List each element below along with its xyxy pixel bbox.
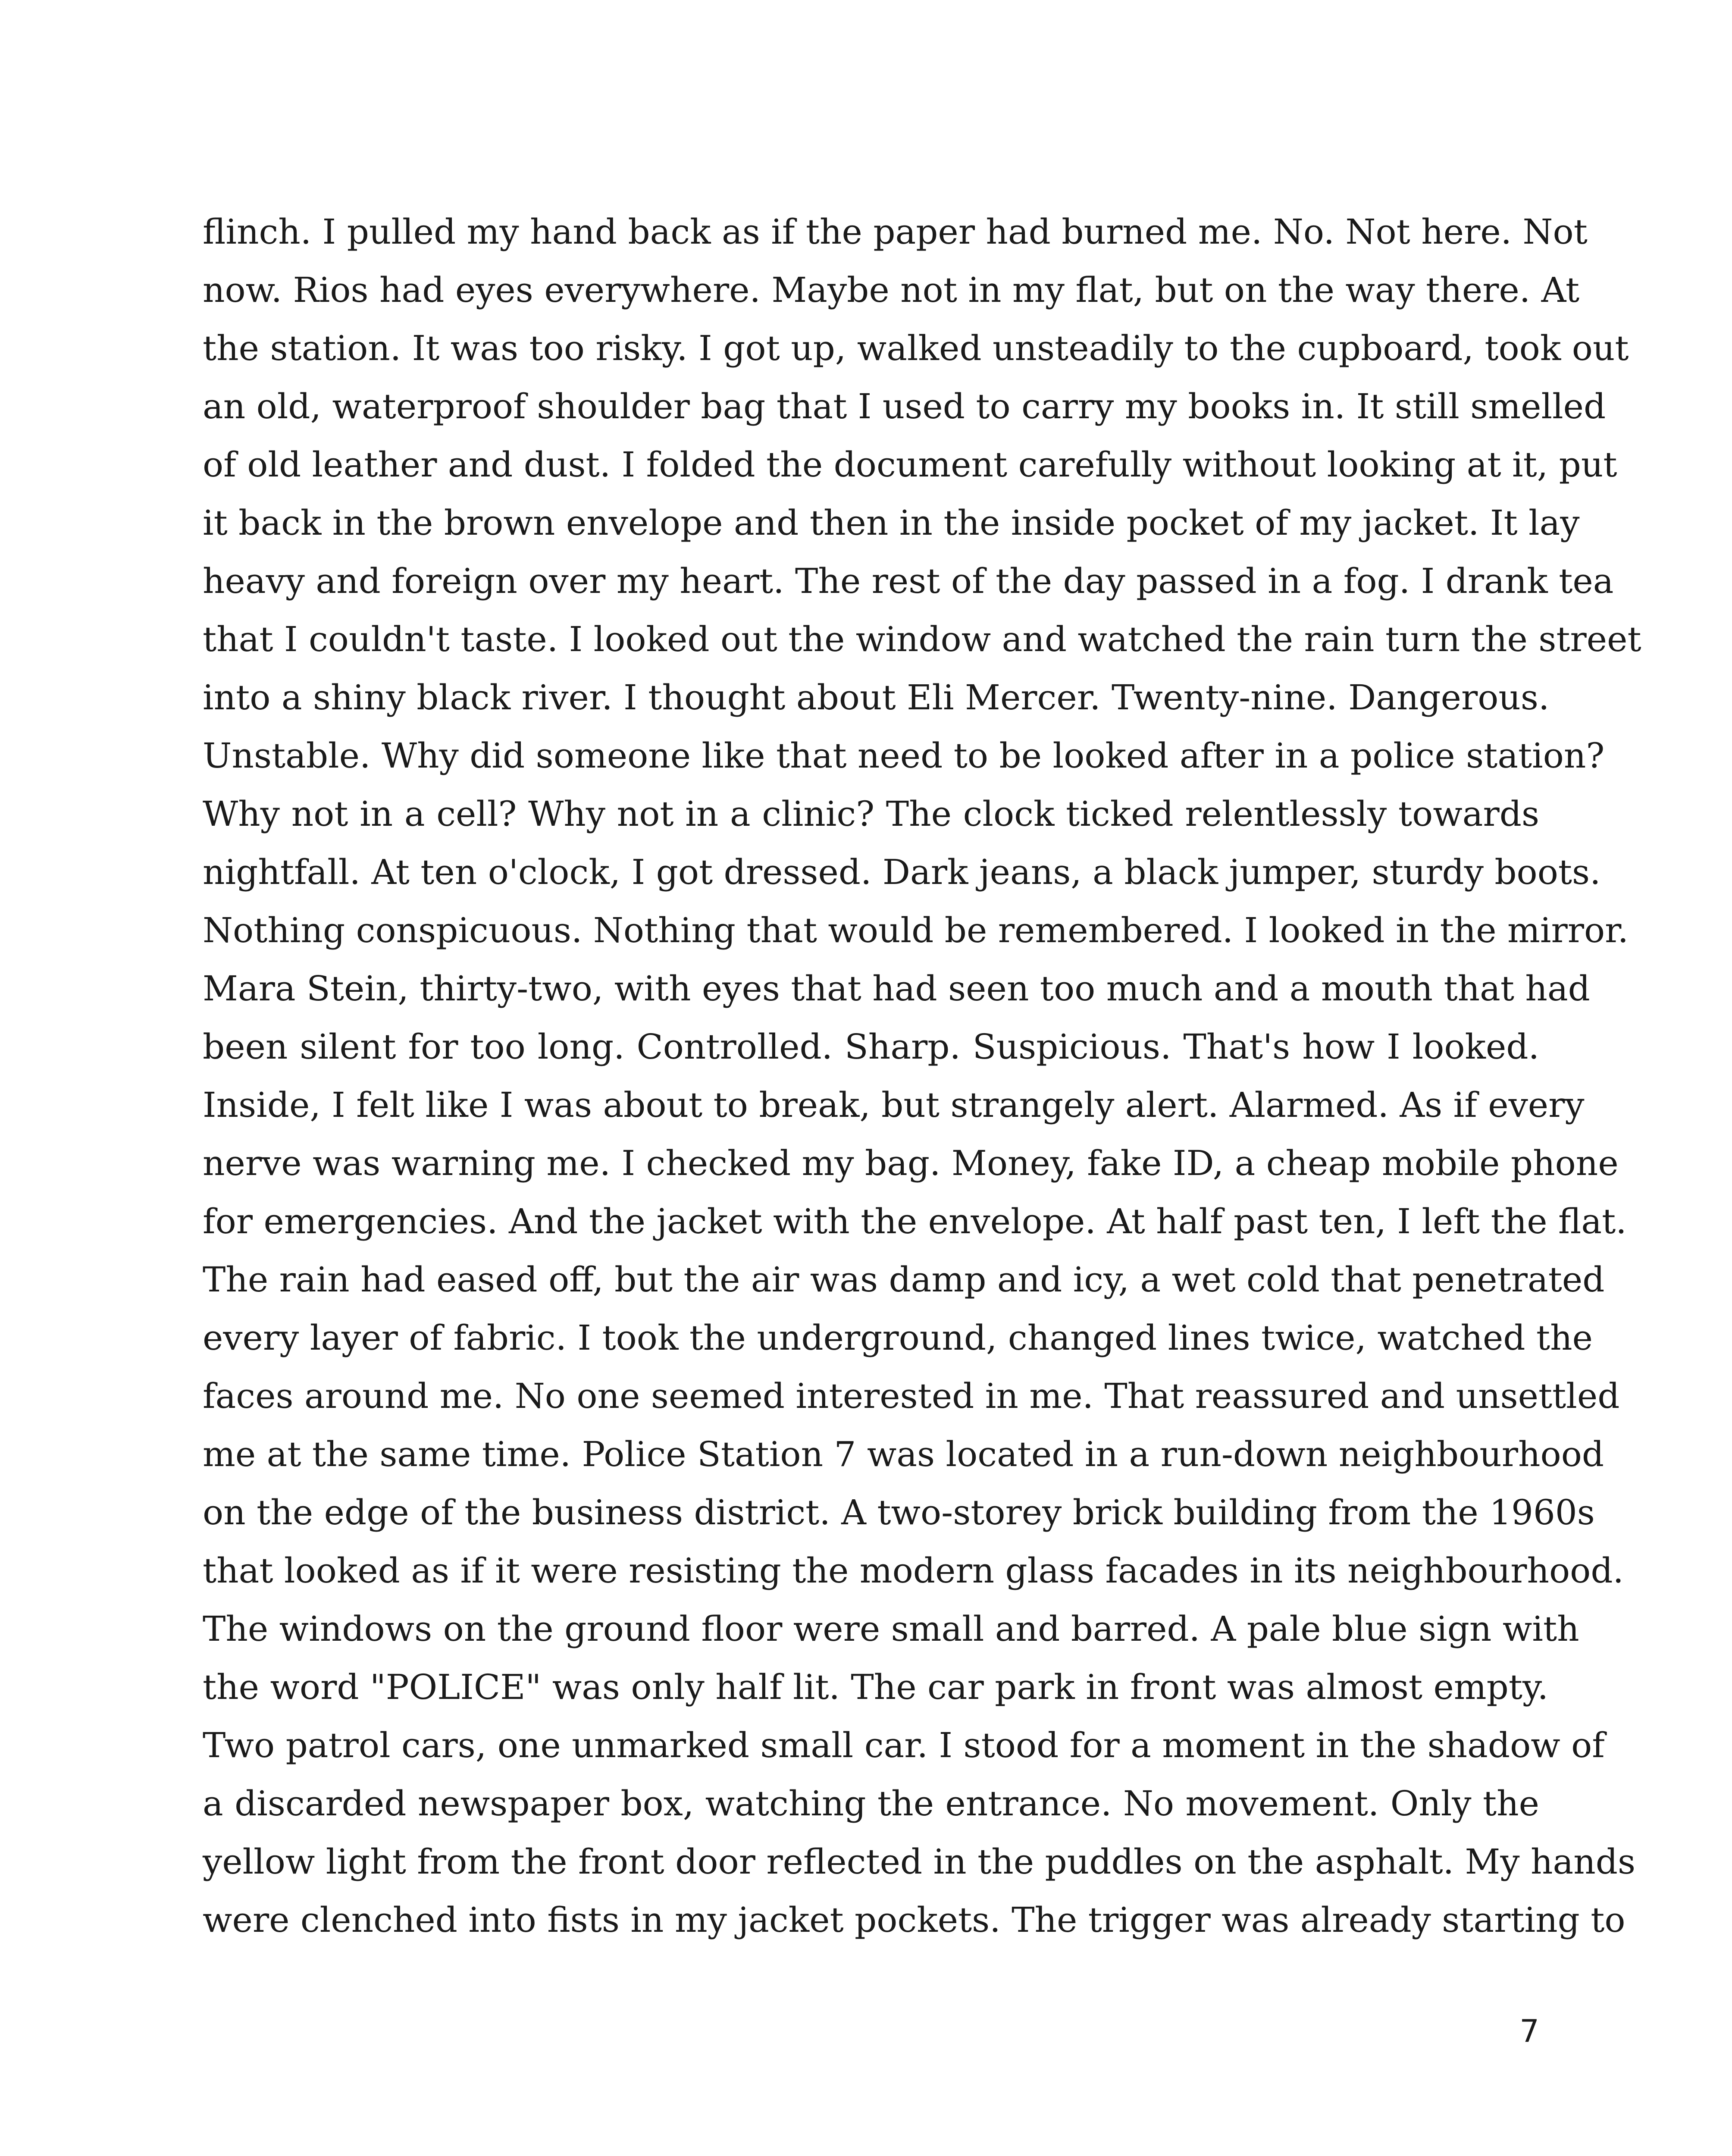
body-text (203, 203, 1641, 1949)
text-line: nightfall. At ten o'clock, I got dressed. Dark jeans, a black jumper, sturdy boots. (203, 852, 1601, 892)
text-line: me at the same time. Police Station 7 was located in a run-down neighbourhood (203, 1434, 1604, 1474)
text-line: Inside, I felt like I was about to break, but strangely alert. Alarmed. As if every (203, 1085, 1585, 1125)
text-line: flinch. I pulled my hand back as if the paper had burned me. No. Not here. Not (203, 212, 1588, 252)
text-line: now. Rios had eyes everywhere. Maybe not in my flat, but on the way there. At (203, 270, 1580, 310)
text-line: the station. It was too risky. I got up, walked unsteadily to the cupboard, took out (203, 328, 1629, 368)
text-line: Two patrol cars, one unmarked small car. I stood for a moment in the shadow of (203, 1725, 1605, 1765)
text-line: on the edge of the business district. A two-storey brick building from the 1960s (203, 1492, 1595, 1532)
text-line: that looked as if it were resisting the modern glass facades in its neighbourhood. (203, 1551, 1624, 1591)
text-line: Why not in a cell? Why not in a clinic? The clock ticked relentlessly towards (203, 794, 1539, 834)
text-line: were clenched into fists in my jacket pockets. The trigger was already starting to (203, 1900, 1626, 1940)
text-line: Nothing conspicuous. Nothing that would be remembered. I looked in the mirror. (203, 910, 1629, 950)
text-line: nerve was warning me. I checked my bag. Money, fake ID, a cheap mobile phone (203, 1143, 1619, 1183)
text-line: of old leather and dust. I folded the document carefully without looking at it, put (203, 445, 1617, 485)
text-line: The rain had eased off, but the air was damp and icy, a wet cold that penetrated (203, 1260, 1605, 1300)
text-line: that I couldn't taste. I looked out the window and watched the rain turn the street (203, 619, 1641, 659)
text-line: The windows on the ground floor were small and barred. A pale blue sign with (203, 1609, 1579, 1649)
text-line: yellow light from the front door reflected in the puddles on the asphalt. My hands (203, 1842, 1636, 1882)
text-line: been silent for too long. Controlled. Sharp. Suspicious. That's how I looked. (203, 1027, 1539, 1067)
page-number: 7 (1519, 2013, 1539, 2049)
text-line: a discarded newspaper box, watching the entrance. No movement. Only the (203, 1783, 1539, 1824)
text-line: every layer of fabric. I took the underground, changed lines twice, watched the (203, 1318, 1593, 1358)
text-line: it back in the brown envelope and then in the inside pocket of my jacket. It lay (203, 503, 1580, 543)
text-line: Unstable. Why did someone like that need to be looked after in a police station? (203, 736, 1605, 776)
text-line: into a shiny black river. I thought about Eli Mercer. Twenty-nine. Dangerous. (203, 677, 1550, 718)
text-line: an old, waterproof shoulder bag that I used to carry my books in. It still smelled (203, 386, 1606, 426)
text-line: faces around me. No one seemed interested in me. That reassured and unsettled (203, 1376, 1620, 1416)
text-line: the word "POLICE" was only half lit. The car park in front was almost empty. (203, 1667, 1549, 1707)
text-line: Mara Stein, thirty-two, with eyes that had seen too much and a mouth that had (203, 968, 1590, 1009)
text-line: for emergencies. And the jacket with the envelope. At half past ten, I left the flat. (203, 1201, 1627, 1241)
text-line: heavy and foreign over my heart. The rest of the day passed in a fog. I drank tea (203, 561, 1614, 601)
